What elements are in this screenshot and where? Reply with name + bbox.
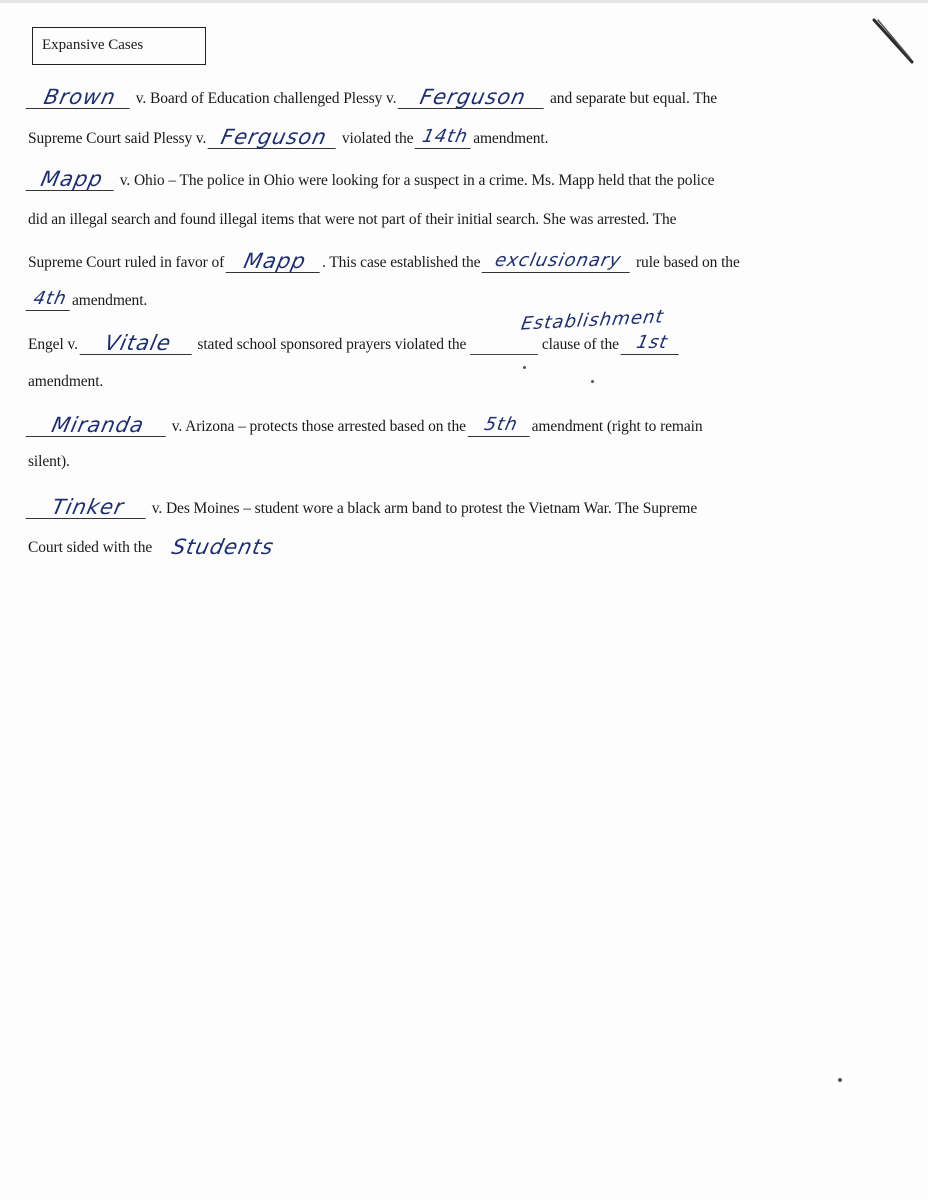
mapp-text-6: amendment. [72, 292, 148, 309]
scan-speck [591, 380, 594, 383]
engel-text-3: clause of the [538, 336, 623, 353]
brown-line-2 [28, 126, 548, 149]
engel-text-2: stated school sponsored prayers violated the [193, 336, 471, 353]
answer-14th: 14th [415, 126, 476, 149]
answer-ferguson-2: Ferguson [208, 126, 341, 149]
miranda-line-2 [28, 452, 70, 472]
pen-stroke-mark [868, 14, 920, 70]
miranda-text-3: silent). [28, 453, 70, 470]
answer-1st: 1st [620, 332, 683, 355]
answer-5th: 5th [467, 414, 534, 437]
mapp-line-3 [28, 250, 740, 273]
answer-establishment: Establishment [519, 306, 666, 335]
establishment-blank [470, 354, 538, 355]
answer-exclusionary: exclusionary [482, 250, 635, 273]
engel-text-4: amendment. [28, 373, 104, 390]
tinker-line-2 [28, 536, 290, 558]
answer-mapp-1: Mapp [26, 168, 119, 191]
miranda-text-1: v. Arizona – protects those arrested based on the [168, 418, 470, 435]
brown-text-3: Supreme Court said Plessy v. [28, 130, 211, 147]
mapp-line-2 [28, 210, 676, 230]
mapp-text-4: . This case established the [321, 254, 485, 271]
miranda-text-2: amendment (right to remain [531, 418, 703, 435]
tinker-text-2: Court sided with the [28, 539, 156, 556]
answer-tinker: Tinker [26, 496, 151, 519]
engel-text-1: Engel v. [28, 336, 82, 353]
answer-brown: Brown [26, 86, 135, 109]
brown-text-1: v. Board of Education challenged Plessy v. [132, 90, 401, 107]
scan-speck [523, 366, 526, 369]
mapp-text-5: rule based on the [632, 254, 740, 271]
mapp-line-4 [28, 288, 147, 311]
answer-students: Students [169, 535, 277, 559]
mapp-line-1 [28, 168, 714, 191]
answer-ferguson-1: Ferguson [398, 86, 549, 109]
engel-line-2 [28, 372, 103, 392]
scan-edge [0, 0, 928, 3]
brown-text-2: and separate but equal. The [546, 90, 718, 107]
brown-text-4: violated the [338, 130, 418, 147]
brown-text-5: amendment. [473, 130, 549, 147]
mapp-text-3: Supreme Court ruled in favor of [28, 254, 228, 271]
tinker-text-1: v. Des Moines – student wore a black arm band to protest the Vietnam War. The Supreme [148, 500, 698, 517]
engel-line-1 [28, 332, 681, 355]
section-title-box [32, 27, 206, 65]
answer-miranda: Miranda [26, 414, 171, 437]
miranda-line-1 [28, 414, 703, 437]
answer-mapp-2: Mapp [226, 250, 325, 273]
brown-line-1 [28, 86, 717, 109]
answer-vitale: Vitale [79, 332, 196, 355]
mapp-text-1: v. Ohio – The police in Ohio were looking for a suspect in a crime. Ms. Mapp held that the police [116, 172, 715, 189]
scan-speck [838, 1078, 842, 1082]
mapp-text-2: did an illegal search and found illegal items that were not part of their initial search. She was arrested. The [28, 211, 677, 228]
tinker-line-1 [28, 496, 697, 519]
section-title: Expansive Cases [42, 37, 144, 53]
answer-4th: 4th [26, 288, 75, 311]
